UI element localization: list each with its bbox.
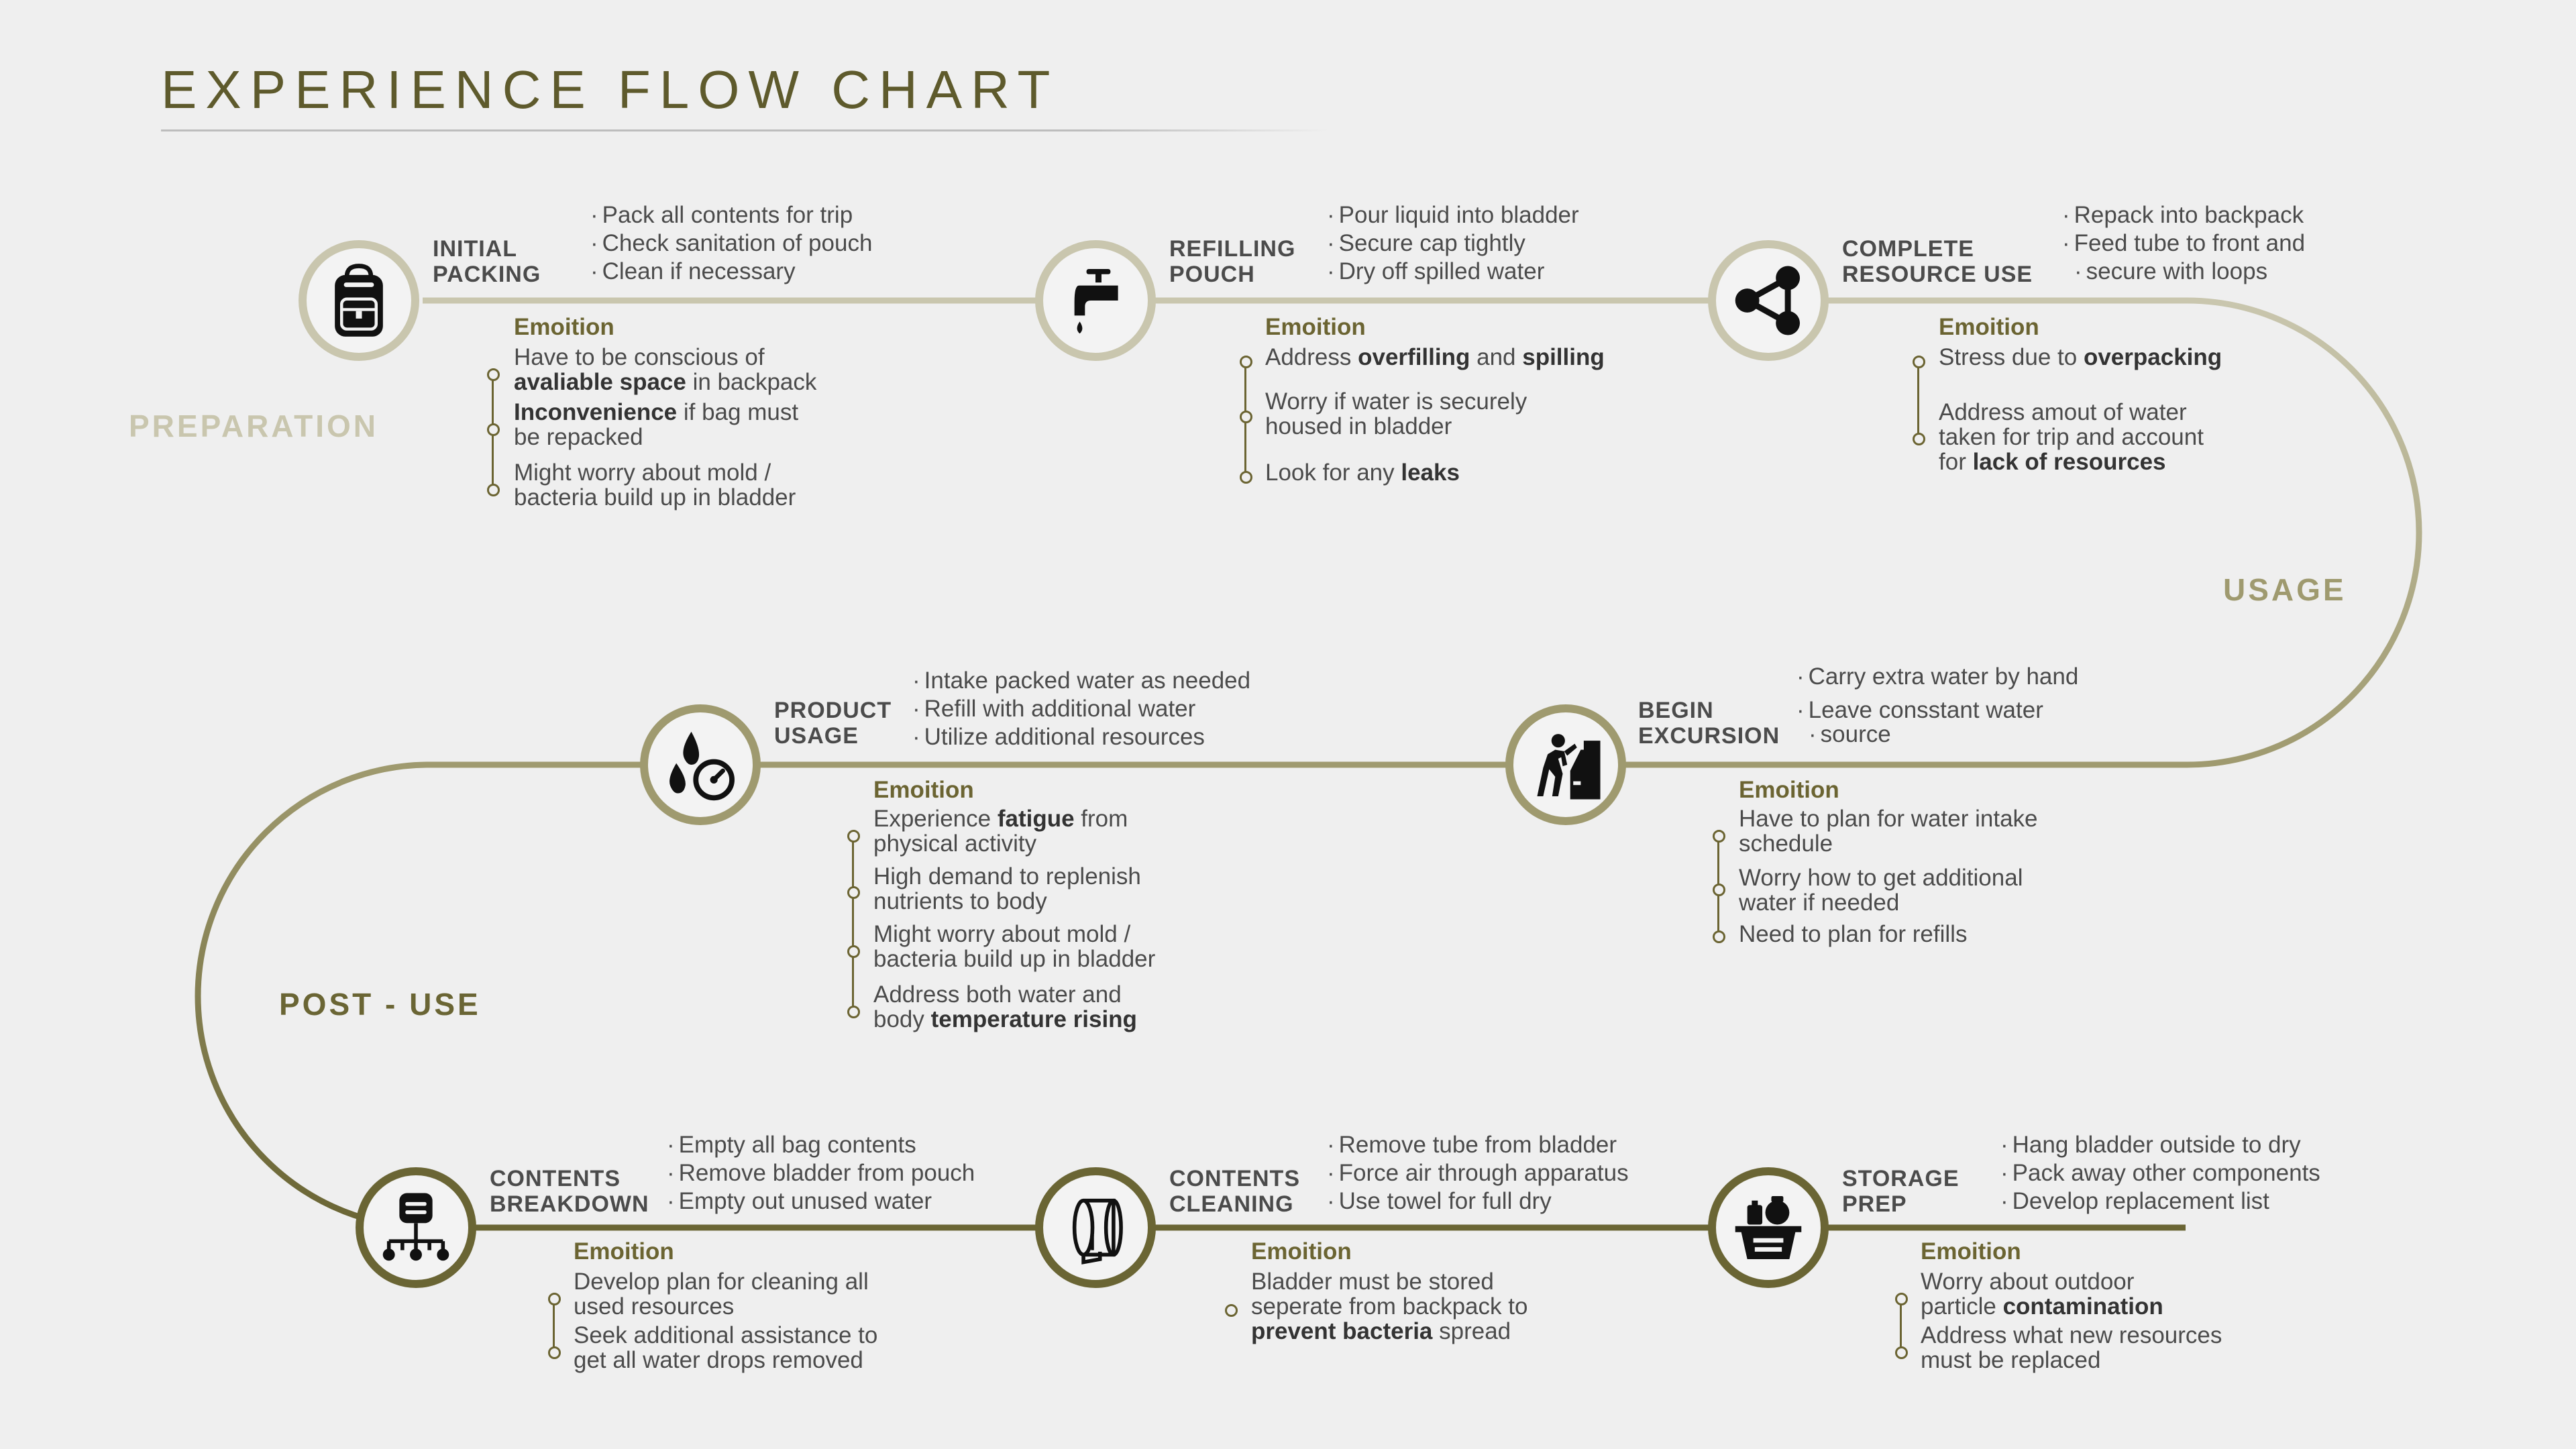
emotion-heading: Emoition bbox=[574, 1238, 674, 1265]
emotion-emphasis: overpacking bbox=[2083, 344, 2222, 370]
emotion-text: for bbox=[1939, 449, 1973, 475]
breakdown-icon bbox=[378, 1190, 453, 1265]
emotion-text: Might worry about mold / bbox=[873, 921, 1131, 947]
emotion-heading: Emoition bbox=[1265, 314, 1366, 340]
emotion-text: Bladder must be stored bbox=[1251, 1269, 1494, 1295]
action-item: · Pour liquid into bladder bbox=[1327, 201, 1579, 229]
emotion-marker bbox=[548, 1346, 561, 1359]
emotion-text: schedule bbox=[1739, 830, 1833, 857]
emotion-item bbox=[1265, 345, 1605, 370]
action-item: · source bbox=[1796, 720, 2078, 749]
emotion-text: Develop plan for cleaning all bbox=[574, 1269, 869, 1295]
step-label-line: PRODUCT bbox=[774, 698, 892, 723]
action-item: · Use towel for full dry bbox=[1327, 1187, 1629, 1216]
emotion-text: be repacked bbox=[514, 424, 643, 450]
action-item: · Utilize additional resources bbox=[912, 723, 1250, 751]
emotion-item bbox=[1739, 806, 2038, 856]
step-node-contents-cleaning bbox=[1035, 1167, 1156, 1288]
action-item: · Intake packed water as needed bbox=[912, 667, 1250, 695]
step-label-line: EXCURSION bbox=[1638, 723, 1780, 749]
emotion-heading: Emoition bbox=[1739, 777, 1839, 803]
action-item: · Check sanitation of pouch bbox=[590, 229, 872, 258]
action-item: · Repack into backpack bbox=[2062, 201, 2305, 229]
action-item: · Refill with additional water bbox=[912, 695, 1250, 723]
emotion-marker bbox=[1895, 1293, 1908, 1305]
emotion-item bbox=[1251, 1269, 1527, 1344]
action-item: · Remove tube from bladder bbox=[1327, 1131, 1629, 1159]
action-item: · Pack away other components bbox=[2000, 1159, 2320, 1187]
action-item: · Carry extra water by hand bbox=[1796, 663, 2078, 691]
action-item: · Clean if necessary bbox=[590, 258, 872, 286]
emotion-marker bbox=[548, 1293, 561, 1305]
emotion-emphasis: contamination bbox=[2002, 1293, 2163, 1320]
step-label-line: STORAGE bbox=[1842, 1166, 1960, 1191]
emotion-marker bbox=[1240, 411, 1252, 423]
emotion-text: particle bbox=[1921, 1293, 2003, 1320]
step-node-product-usage bbox=[640, 704, 761, 825]
step-label-complete-resource-use bbox=[1842, 236, 2033, 287]
step-label-contents-cleaning bbox=[1169, 1166, 1300, 1217]
emotion-marker bbox=[487, 423, 500, 436]
step-label-line: RESOURCE USE bbox=[1842, 262, 2033, 287]
step-label-line: USAGE bbox=[774, 723, 859, 749]
emotion-connector bbox=[1917, 360, 1919, 438]
emotion-marker bbox=[847, 1006, 860, 1018]
emotion-text: taken for trip and account bbox=[1939, 424, 2204, 450]
step-label-line: CONTENTS bbox=[1169, 1166, 1300, 1191]
step-label-line: INITIAL bbox=[433, 236, 517, 262]
emotion-text: housed in bladder bbox=[1265, 413, 1452, 439]
action-item: · Hang bladder outside to dry bbox=[2000, 1131, 2320, 1159]
emotion-text: used resources bbox=[574, 1293, 735, 1320]
step-node-initial-packing bbox=[299, 240, 419, 361]
paper-towel-icon bbox=[1058, 1190, 1133, 1265]
emotion-marker bbox=[1713, 830, 1725, 843]
actions-initial-packing bbox=[590, 201, 872, 286]
actions-contents-cleaning bbox=[1327, 1131, 1629, 1216]
emotion-text: and bbox=[1470, 344, 1523, 370]
emotion-marker bbox=[1895, 1346, 1908, 1359]
emotion-marker bbox=[1225, 1304, 1238, 1317]
emotion-marker bbox=[487, 484, 500, 496]
emotion-heading: Emoition bbox=[514, 314, 614, 340]
emotion-item bbox=[514, 345, 816, 394]
action-item: · Remove bladder from pouch bbox=[667, 1159, 975, 1187]
emotion-item bbox=[1939, 400, 2204, 474]
climber-icon bbox=[1528, 727, 1603, 802]
step-node-begin-excursion bbox=[1505, 704, 1626, 825]
emotion-item bbox=[1739, 865, 2023, 915]
emotion-text: in backpack bbox=[686, 369, 817, 395]
emotion-emphasis: avaliable space bbox=[514, 369, 686, 395]
emotion-text: water if needed bbox=[1739, 890, 1900, 916]
emotion-text: body bbox=[873, 1006, 931, 1032]
emotion-marker bbox=[487, 368, 500, 381]
action-item: · Force air through apparatus bbox=[1327, 1159, 1629, 1187]
actions-contents-breakdown bbox=[667, 1131, 975, 1216]
emotion-item bbox=[873, 864, 1141, 914]
emotion-emphasis: Inconvenience bbox=[514, 399, 678, 425]
step-label-begin-excursion bbox=[1638, 698, 1780, 749]
emotion-emphasis: spilling bbox=[1522, 344, 1605, 370]
emotion-emphasis: overfilling bbox=[1358, 344, 1470, 370]
actions-storage-prep bbox=[2000, 1131, 2320, 1216]
emotion-emphasis: leaks bbox=[1401, 460, 1460, 486]
action-item: · Empty all bag contents bbox=[667, 1131, 975, 1159]
actions-complete-resource-use bbox=[2062, 201, 2305, 286]
emotion-emphasis: lack of resources bbox=[1972, 449, 2166, 475]
emotion-text: Worry if water is securely bbox=[1265, 388, 1527, 415]
emotion-text: Address amout of water bbox=[1939, 399, 2187, 425]
emotion-text: Stress due to bbox=[1939, 344, 2084, 370]
emotion-emphasis: temperature rising bbox=[930, 1006, 1137, 1032]
emotion-text: Address what new resources bbox=[1921, 1322, 2222, 1348]
emotion-text: Address bbox=[1265, 344, 1358, 370]
faucet-icon bbox=[1058, 263, 1133, 338]
emotion-text: Address both water and bbox=[873, 981, 1122, 1008]
phase-label-usage: USAGE bbox=[2223, 572, 2347, 607]
step-label-line: COMPLETE bbox=[1842, 236, 1974, 262]
emotion-item bbox=[1921, 1323, 2222, 1373]
title-underline bbox=[161, 129, 1328, 131]
emotion-heading: Emoition bbox=[873, 777, 974, 803]
emotion-text: seperate from backpack to bbox=[1251, 1293, 1528, 1320]
emotion-heading: Emoition bbox=[1251, 1238, 1352, 1265]
emotion-text: Experience bbox=[873, 806, 998, 832]
action-item: · Pack all contents for trip bbox=[590, 201, 872, 229]
step-label-contents-breakdown bbox=[490, 1166, 649, 1217]
step-node-complete-resource-use bbox=[1708, 240, 1829, 361]
step-label-line: REFILLING bbox=[1169, 236, 1296, 262]
step-label-line: PREP bbox=[1842, 1191, 1907, 1217]
emotion-item bbox=[873, 982, 1137, 1032]
step-label-line: CLEANING bbox=[1169, 1191, 1294, 1217]
emotion-item bbox=[514, 400, 798, 449]
phase-label-preparation: PREPARATION bbox=[129, 409, 378, 443]
emotion-text: bacteria build up in bladder bbox=[514, 484, 796, 511]
emotion-text: must be replaced bbox=[1921, 1347, 2101, 1373]
action-item: · Secure cap tightly bbox=[1327, 229, 1579, 258]
emotion-text: Might worry about mold / bbox=[514, 460, 771, 486]
action-item: · Dry off spilled water bbox=[1327, 258, 1579, 286]
emotion-text: Have to plan for water intake bbox=[1739, 806, 2038, 832]
step-node-contents-breakdown bbox=[356, 1167, 476, 1288]
water-gauge-icon bbox=[663, 727, 738, 802]
action-item: · Leave consstant water bbox=[1796, 696, 2078, 724]
phase-label-post-use: POST - USE bbox=[279, 987, 481, 1022]
step-label-refilling-pouch bbox=[1169, 236, 1295, 287]
actions-begin-excursion bbox=[1796, 663, 2078, 749]
emotion-connector bbox=[553, 1297, 555, 1352]
actions-product-usage bbox=[912, 667, 1250, 751]
emotion-item bbox=[1939, 345, 2222, 370]
emotion-item bbox=[574, 1269, 869, 1319]
step-node-storage-prep bbox=[1708, 1167, 1829, 1288]
step-label-line: BEGIN bbox=[1638, 698, 1714, 723]
basket-icon bbox=[1731, 1190, 1806, 1265]
emotion-item bbox=[873, 806, 1128, 856]
emotion-text: bacteria build up in bladder bbox=[873, 946, 1156, 972]
step-label-line: PACKING bbox=[433, 262, 541, 287]
emotion-marker bbox=[847, 886, 860, 899]
emotion-item bbox=[1265, 389, 1527, 439]
action-item: · secure with loops bbox=[2062, 258, 2305, 286]
emotion-text: Worry about outdoor bbox=[1921, 1269, 2135, 1295]
emotion-marker bbox=[1240, 471, 1252, 484]
emotion-emphasis: prevent bacteria bbox=[1251, 1318, 1433, 1344]
emotion-marker bbox=[847, 945, 860, 958]
emotion-item bbox=[873, 922, 1155, 971]
action-item: · Empty out unused water bbox=[667, 1187, 975, 1216]
step-node-refilling-pouch bbox=[1035, 240, 1156, 361]
step-label-line: CONTENTS bbox=[490, 1166, 621, 1191]
emotion-text: Seek additional assistance to bbox=[574, 1322, 878, 1348]
step-label-product-usage bbox=[774, 698, 892, 749]
step-label-storage-prep bbox=[1842, 1166, 1960, 1217]
step-label-line: POUCH bbox=[1169, 262, 1255, 287]
emotion-marker bbox=[1913, 356, 1925, 368]
step-label-initial-packing bbox=[433, 236, 541, 287]
emotion-text: Need to plan for refills bbox=[1739, 921, 1968, 947]
emotion-item bbox=[1265, 460, 1460, 485]
emotion-marker bbox=[1713, 930, 1725, 943]
emotion-heading: Emoition bbox=[1939, 314, 2039, 340]
emotion-text: Worry how to get additional bbox=[1739, 865, 2023, 891]
emotion-connector bbox=[1900, 1297, 1902, 1352]
emotion-marker bbox=[1240, 356, 1252, 368]
emotion-item bbox=[514, 460, 796, 510]
emotion-text: nutrients to body bbox=[873, 888, 1047, 914]
emotion-emphasis: fatigue bbox=[997, 806, 1075, 832]
emotion-text: physical activity bbox=[873, 830, 1037, 857]
emotion-text: from bbox=[1074, 806, 1128, 832]
action-item: · Develop replacement list bbox=[2000, 1187, 2320, 1216]
emotion-marker bbox=[847, 830, 860, 843]
emotion-item bbox=[1921, 1269, 2163, 1319]
emotion-marker bbox=[1713, 883, 1725, 896]
emotion-text: Have to be conscious of bbox=[514, 344, 765, 370]
emotion-text: get all water drops removed bbox=[574, 1347, 863, 1373]
emotion-text: Look for any bbox=[1265, 460, 1401, 486]
page-title: EXPERIENCE FLOW CHART bbox=[161, 60, 1059, 119]
emotion-marker bbox=[1913, 433, 1925, 445]
emotion-item bbox=[574, 1323, 877, 1373]
backpack-icon bbox=[321, 263, 396, 338]
step-label-line: BREAKDOWN bbox=[490, 1191, 649, 1217]
actions-refilling-pouch bbox=[1327, 201, 1579, 286]
emotion-item bbox=[1739, 922, 1967, 947]
share-icon bbox=[1731, 263, 1806, 338]
emotion-text: High demand to replenish bbox=[873, 863, 1141, 890]
emotion-text: if bag must bbox=[677, 399, 799, 425]
emotion-connector bbox=[852, 835, 854, 1012]
emotion-heading: Emoition bbox=[1921, 1238, 2021, 1265]
emotion-text: spread bbox=[1432, 1318, 1511, 1344]
action-item: · Feed tube to front and bbox=[2062, 229, 2305, 258]
